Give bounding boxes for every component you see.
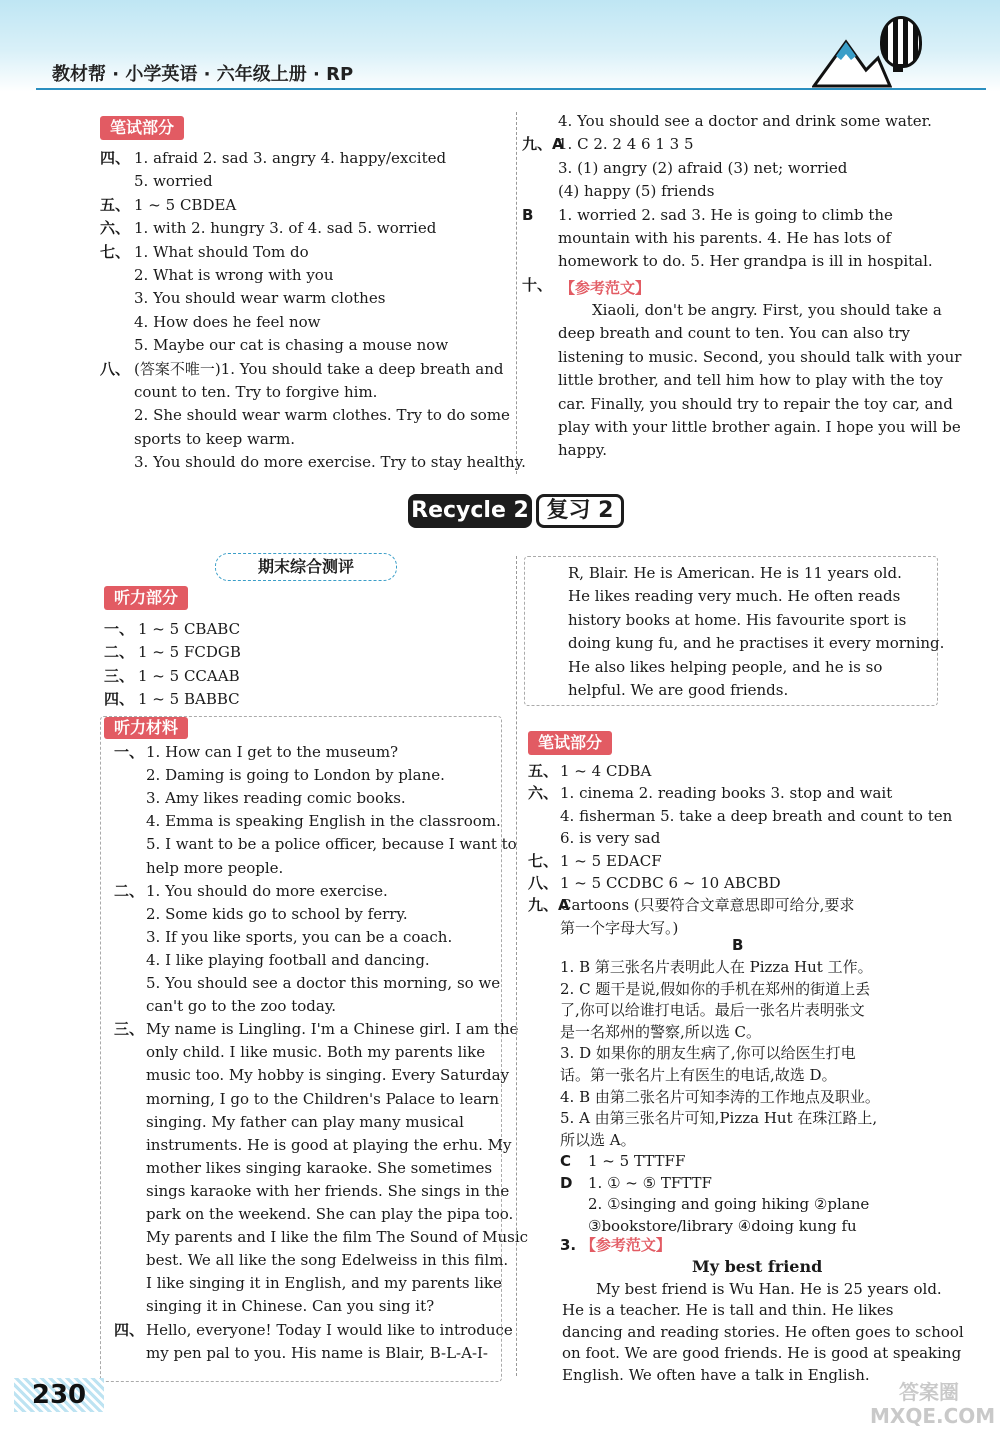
line-text: 1 ~ 4 CDBA — [560, 762, 652, 780]
material-line — [114, 1319, 513, 1342]
line-text: 话。第一张名片上有医生的电话,故选 D。 — [560, 1066, 837, 1084]
material-line — [568, 609, 906, 632]
line-text: He also likes helping people, and he is so — [568, 657, 883, 676]
line-text: Xiaoli, don't be angry. First, you should take a — [592, 301, 942, 319]
line-text: 5. You should see a doctor this morning, so we — [146, 974, 501, 992]
answer-line — [100, 217, 436, 240]
line-text: morning, I go to the Children's Palace to learn — [146, 1089, 499, 1108]
answer-line — [528, 760, 651, 783]
question-number: 八、 — [100, 359, 131, 378]
essay-line — [558, 322, 910, 345]
line-text: 1. with 2. hungry 3. of 4. sad 5. worried — [134, 219, 437, 238]
line-text: My best friend is Wu Han. He is 25 years old. — [596, 1280, 942, 1298]
line-text: English. We often have a talk in English. — [562, 1365, 870, 1384]
answer-line — [104, 665, 240, 688]
written-section-tag: 笔试部分 — [100, 116, 184, 140]
balloon-basket-icon — [893, 64, 903, 72]
answer-line — [528, 827, 660, 850]
answer-line — [560, 1172, 712, 1195]
answer-line — [100, 334, 448, 357]
line-text: He is a teacher. He is tall and thin. He likes — [562, 1301, 894, 1320]
material-line — [568, 679, 788, 702]
answer-line — [104, 688, 240, 711]
explanation-line — [560, 956, 873, 979]
essay-line — [562, 1299, 894, 1322]
line-text: 2. Daming is going to London by plane. — [146, 766, 445, 785]
question-number: 六、 — [100, 219, 131, 238]
material-line — [114, 741, 398, 764]
question-number: 七、 — [100, 242, 131, 261]
line-text: (答案不唯一)1. You should take a deep breath and — [134, 359, 504, 378]
essay-line — [562, 1364, 870, 1387]
answer-line — [104, 618, 240, 641]
line-text: singing. My father can play many musical — [146, 1112, 464, 1131]
line-text: park on the weekend. She can play the pipa too. — [146, 1205, 514, 1223]
material-line — [114, 764, 445, 787]
answer-line — [100, 381, 377, 404]
line-text: 3. You should do more exercise. Try to stay healthy. — [134, 453, 526, 472]
material-line — [114, 1295, 434, 1318]
question-number: 二、 — [114, 881, 145, 900]
line-text: mother likes singing karaoke. She sometimes — [146, 1158, 493, 1177]
watermark: 答案圈 MXQE.COM — [870, 1380, 996, 1428]
material-line — [114, 1203, 513, 1226]
line-text: 4. You should see a doctor and drink some water. — [558, 112, 932, 130]
part-b-label: B — [732, 936, 744, 954]
question-number: 五、 — [528, 762, 559, 780]
line-text: 4. fisherman 5. take a deep breath and count to ten — [560, 806, 953, 825]
explanation-line — [560, 1021, 761, 1044]
question-number: 三、 — [114, 1020, 145, 1039]
line-text: 2. ①singing and going hiking ②plane — [588, 1195, 870, 1214]
answer-line — [560, 1193, 869, 1216]
material-line — [114, 903, 408, 926]
answer-line — [522, 204, 893, 227]
line-text: 3. Amy likes reading comic books. — [146, 789, 406, 808]
material-line — [114, 1272, 502, 1295]
material-line — [568, 632, 944, 655]
line-text: 1 ~ 5 BABBC — [138, 690, 240, 709]
material-line — [114, 1064, 509, 1087]
line-text: ③bookstore/library ④doing kung fu — [588, 1216, 857, 1235]
material-line — [114, 1041, 485, 1064]
answer-line — [522, 180, 714, 203]
line-text: deep breath and count to ten. You can also try — [558, 324, 910, 343]
line-text: little brother, and tell him how to play with the toy — [558, 371, 943, 390]
line-text: 1 ~ 5 CCDBC 6 ~ 10 ABCBD — [560, 874, 781, 892]
answer-line — [100, 451, 526, 474]
essay-line — [558, 393, 953, 416]
line-text: helpful. We are good friends. — [568, 681, 789, 699]
question-number: 三、 — [104, 666, 135, 685]
essay-line — [562, 1342, 961, 1365]
line-text: (4) happy (5) friends — [558, 182, 715, 201]
line-text: sings karaoke with her friends. She sings in the — [146, 1181, 510, 1200]
question-number: 八、 — [528, 874, 559, 892]
column-divider — [516, 112, 517, 474]
line-text: 1 ~ 5 FCDGB — [138, 643, 241, 662]
question-number: 九、A — [522, 135, 564, 154]
line-text: 1. afraid 2. sad 3. angry 4. happy/excited — [134, 149, 447, 167]
answer-line — [528, 782, 892, 805]
recycle-badge: Recycle 2 — [408, 494, 532, 528]
line-text: 5. worried — [134, 172, 213, 191]
line-text: 3. You should wear warm clothes — [134, 289, 386, 308]
exam-title: 期末综合测评 — [215, 553, 397, 581]
answer-line — [100, 147, 446, 170]
essay-line — [558, 416, 961, 439]
material-line — [114, 1342, 488, 1365]
material-line — [568, 585, 900, 608]
line-text: 4. I like playing football and dancing. — [146, 950, 430, 969]
line-text: can't go to the zoo today. — [146, 997, 337, 1016]
line-text: Cartoons (只要符合文章意思即可给分,要求 — [560, 896, 855, 915]
essay-line — [558, 439, 607, 462]
line-text: 2. What is wrong with you — [134, 266, 334, 284]
hot-air-balloon-icon — [880, 16, 922, 68]
line-text: 1 ~ 5 CBDEA — [134, 195, 237, 214]
line-text: 1. What should Tom do — [134, 242, 309, 261]
line-text: 2. Some kids go to school by ferry. — [146, 904, 408, 923]
line-text: singing it in Chinese. Can you sing it? — [146, 1297, 435, 1316]
question-number: 五、 — [100, 195, 131, 214]
answer-line — [100, 264, 334, 287]
material-line — [114, 857, 283, 880]
line-text: My parents and I like the film The Sound of Music — [146, 1228, 529, 1247]
line-text: 3. D 如果你的朋友生病了,你可以给医生打电 — [560, 1044, 856, 1063]
line-text: 1. B 第三张名片表明此人在 Pizza Hut 工作。 — [560, 958, 873, 976]
line-text: count to ten. Try to forgive him. — [134, 383, 378, 401]
answer-line — [528, 850, 662, 873]
material-line — [114, 1226, 528, 1249]
written-section-tag-2: 笔试部分 — [528, 731, 612, 755]
line-text: 第一个字母大写。) — [560, 918, 679, 937]
material-line — [114, 972, 500, 995]
material-line — [114, 1180, 509, 1203]
question-number: 十、 — [522, 275, 553, 294]
line-text: 4. Emma is speaking English in the classroom. — [146, 812, 501, 831]
material-line — [114, 995, 336, 1018]
line-text: 1. You should do more exercise. — [146, 881, 388, 900]
material-line — [114, 1018, 518, 1041]
line-text: 5. Maybe our cat is chasing a mouse now — [134, 336, 449, 355]
question-number: 一、 — [104, 620, 135, 638]
line-text: best. We all like the song Edelweiss in this film. — [146, 1251, 509, 1270]
line-text: 2. She should wear warm clothes. Try to do some — [134, 406, 510, 425]
question-number: D — [560, 1173, 573, 1192]
essay-line — [558, 369, 943, 392]
answer-line — [522, 227, 891, 250]
line-text: 5. I want to be a police officer, because I want to — [146, 835, 517, 854]
essay-title: My best friend — [692, 1257, 823, 1276]
question-number: 四、 — [114, 1320, 145, 1339]
line-text: 1 ~ 5 CCAAB — [138, 666, 240, 685]
essay-line — [558, 299, 942, 322]
answer-line — [100, 311, 320, 334]
line-text: listening to music. Second, you should talk with your — [558, 347, 962, 366]
explanation-line — [560, 1064, 837, 1087]
answer-line — [560, 1150, 685, 1173]
answer-line — [104, 641, 241, 664]
line-text: sports to keep warm. — [134, 429, 295, 448]
line-text: 1. cinema 2. reading books 3. stop and wait — [560, 784, 893, 803]
line-text: 是一名郑州的警察,所以选 C。 — [560, 1022, 762, 1041]
question-number: 六、 — [528, 784, 559, 803]
explanation-line — [560, 1086, 880, 1109]
material-line — [114, 1111, 464, 1134]
answer-line — [100, 194, 236, 217]
book-title: 教材帮 · 小学英语 · 六年级上册 · RP — [52, 64, 354, 85]
answer-line — [522, 157, 847, 180]
ref-essay-tag: 【参考范文】 — [580, 1236, 671, 1254]
answer-line — [522, 110, 932, 133]
line-text: history books at home. His favourite sport is — [568, 610, 907, 629]
material-line — [114, 949, 430, 972]
material-line — [114, 1249, 508, 1272]
question-number: 九、A — [528, 896, 570, 915]
line-text: My name is Lingling. I'm a Chinese girl. I am the — [146, 1020, 519, 1039]
line-text: 1. How can I get to the museum? — [146, 743, 399, 761]
material-line — [114, 833, 517, 856]
material-line — [114, 1134, 512, 1157]
line-text: 1 ~ 5 TTTFF — [588, 1152, 686, 1170]
material-line — [114, 926, 452, 949]
listening-material-tag: 听力材料 — [104, 717, 188, 739]
material-line — [114, 1157, 492, 1180]
line-text: instruments. He is good at playing the erhu. My — [146, 1135, 512, 1154]
line-text: on foot. We are good friends. He is good at speaking — [562, 1344, 962, 1363]
line-text: doing kung fu, and he practises it every morning. — [568, 634, 945, 653]
line-text: 4. B 由第二张名片可知李涛的工作地点及职业。 — [560, 1087, 880, 1106]
question-number: B — [522, 205, 534, 224]
line-text: 3. (1) angry (2) afraid (3) net; worried — [558, 158, 848, 177]
line-text: 2. C 题干是说,假如你的手机在郑州的街道上丢 — [560, 979, 871, 998]
line-text: He likes reading very much. He often reads — [568, 587, 901, 606]
line-text: 了,你可以给谁打电话。最后一张名片表明张文 — [560, 1001, 865, 1020]
line-text: help more people. — [146, 858, 284, 877]
line-text: happy. — [558, 441, 608, 460]
header-rule — [36, 88, 986, 90]
line-text: play with your little brother again. I hope you will be — [558, 418, 961, 436]
listening-section-tag: 听力部分 — [104, 586, 188, 610]
column-divider-lower — [516, 556, 517, 1376]
material-line — [114, 787, 406, 810]
answer-line — [100, 358, 503, 381]
answer-line — [528, 894, 854, 917]
line-text: 1. worried 2. sad 3. He is going to climb the — [558, 205, 893, 224]
line-text: dancing and reading stories. He often goes to school — [562, 1322, 964, 1341]
essay-line — [562, 1278, 942, 1301]
question-number: 一、 — [114, 743, 145, 761]
line-text: 3. If you like sports, you can be a coach. — [146, 927, 453, 946]
material-line — [114, 880, 388, 903]
review-badge: 复习 2 — [536, 494, 624, 528]
answer-line — [100, 287, 385, 310]
explanation-line — [560, 1042, 856, 1065]
explanation-line — [560, 978, 870, 1001]
line-text: 1 ~ 5 EDACF — [560, 851, 662, 870]
answer-line — [100, 404, 510, 427]
answer-line — [528, 805, 952, 828]
answer-line — [528, 872, 781, 895]
line-text: 4. How does he feel now — [134, 312, 321, 331]
question-number: C — [560, 1152, 572, 1170]
material-line — [568, 562, 902, 585]
material-line — [114, 810, 501, 833]
line-text: I like singing it in English, and my parents like — [146, 1274, 502, 1293]
line-text: my pen pal to you. His name is Blair, B-L-A-I- — [146, 1343, 489, 1362]
line-text: homework to do. 5. Her grandpa is ill in hospital. — [558, 252, 933, 271]
question-number: 二、 — [104, 643, 135, 662]
question-number: 七、 — [528, 851, 559, 870]
line-text: R, Blair. He is American. He is 11 years old. — [568, 564, 902, 582]
answer-line — [100, 170, 213, 193]
material-line — [568, 656, 882, 679]
page-number: 230 — [14, 1378, 104, 1412]
answer-line — [528, 917, 678, 940]
line-text: 1 ~ 5 CBABC — [138, 620, 241, 638]
line-text: 5. A 由第三张名片可知,Pizza Hut 在珠江路上, — [560, 1109, 878, 1128]
line-text: 1. C 2. 2 4 6 1 3 5 — [558, 135, 694, 154]
line-text: 6. is very sad — [560, 829, 661, 848]
material-line — [114, 1088, 499, 1111]
explanation-line — [560, 999, 865, 1022]
line-text: 1. ① ~ ⑤ TFTTF — [588, 1173, 712, 1192]
explanation-line — [560, 1129, 636, 1152]
ref-essay-tag-top: 【参考范文】 — [560, 278, 651, 297]
answer-line — [100, 241, 309, 264]
answer-line — [522, 274, 558, 297]
line-text: Hello, everyone! Today I would like to introduce — [146, 1320, 513, 1339]
ref-essay-number: 3. — [560, 1236, 577, 1254]
answer-line — [522, 133, 694, 156]
question-number: 四、 — [100, 149, 131, 167]
question-number: 四、 — [104, 690, 135, 709]
ref-essay-label — [560, 1234, 671, 1257]
line-text: music too. My hobby is singing. Every Saturday — [146, 1066, 510, 1085]
line-text: mountain with his parents. 4. He has lots of — [558, 229, 892, 247]
explanation-line — [560, 1107, 877, 1130]
line-text: car. Finally, you should try to repair the toy car, and — [558, 394, 953, 413]
essay-line — [558, 346, 961, 369]
line-text: only child. I like music. Both my parents like — [146, 1043, 486, 1062]
answer-line — [100, 428, 295, 451]
essay-line — [562, 1321, 964, 1344]
line-text: 所以选 A。 — [560, 1130, 636, 1149]
answer-line — [522, 250, 933, 273]
